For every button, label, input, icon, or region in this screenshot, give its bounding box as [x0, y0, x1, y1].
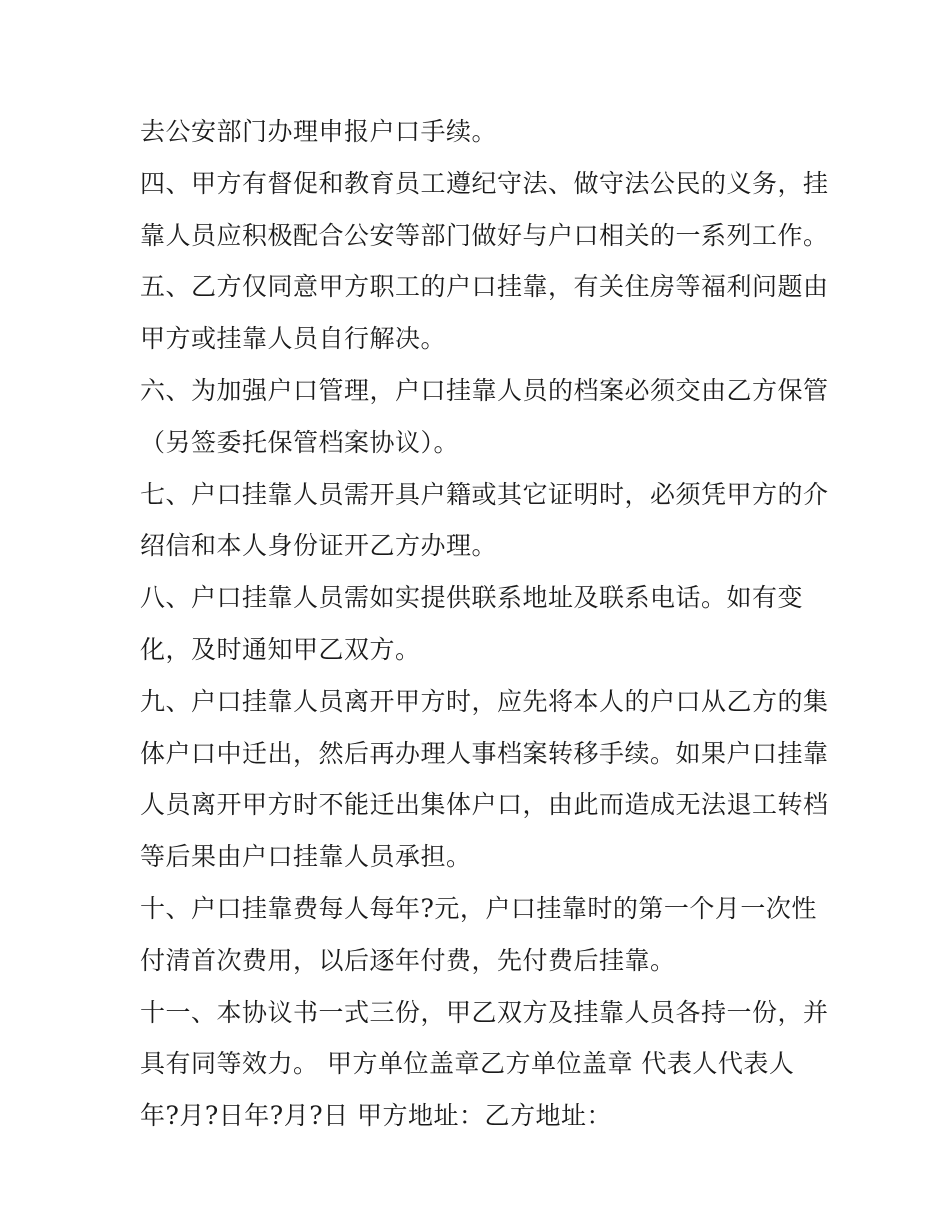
text-line: 等后果由户口挂靠人员承担。 [140, 842, 472, 872]
document-body [140, 106, 829, 1142]
text-line: （另签委托保管档案协议）。 [140, 427, 460, 457]
text-line: 十、户口挂靠费每人每年?元，户口挂靠时的第一个月一次性 [140, 893, 817, 923]
text-line: 具有同等效力。 甲方单位盖章乙方单位盖章 代表人代表人 [140, 1049, 795, 1079]
text-line: 甲方或挂靠人员自行解决。 [140, 324, 447, 354]
text-line: 十一、本协议书一式三份，甲乙双方及挂靠人员各持一份，并 [140, 997, 829, 1027]
text-line: 七、户口挂靠人员需开具户籍或其它证明时，必须凭甲方的介 [140, 479, 829, 509]
text-line: 体户口中迁出，然后再办理人事档案转移手续。如果户口挂靠 [140, 738, 829, 768]
text-line: 六、为加强户口管理，户口挂靠人员的档案必须交由乙方保管 [140, 375, 829, 405]
text-line: 付清首次费用，以后逐年付费，先付费后挂靠。 [140, 945, 676, 975]
text-line: 去公安部门办理申报户口手续。 [140, 117, 498, 146]
text-line: 年?月?日年?月?日 甲方地址：乙方地址： [140, 1101, 613, 1131]
text-line: 人员离开甲方时不能迁出集体户口，由此而造成无法退工转档 [140, 790, 829, 820]
text-line: 绍信和本人身份证开乙方办理。 [140, 531, 498, 561]
text-line: 化，及时通知甲乙双方。 [140, 634, 421, 664]
text-line: 五、乙方仅同意甲方职工的户口挂靠，有关住房等福利问题由 [140, 272, 829, 302]
text-line: 四、甲方有督促和教育员工遵纪守法、做守法公民的义务，挂 [140, 168, 829, 198]
text-line: 靠人员应积极配合公安等部门做好与户口相关的一系列工作。 [140, 220, 829, 250]
text-line: 九、户口挂靠人员离开甲方时，应先将本人的户口从乙方的集 [140, 686, 829, 716]
text-line: 八、户口挂靠人员需如实提供联系地址及联系电话。如有变 [140, 583, 804, 613]
